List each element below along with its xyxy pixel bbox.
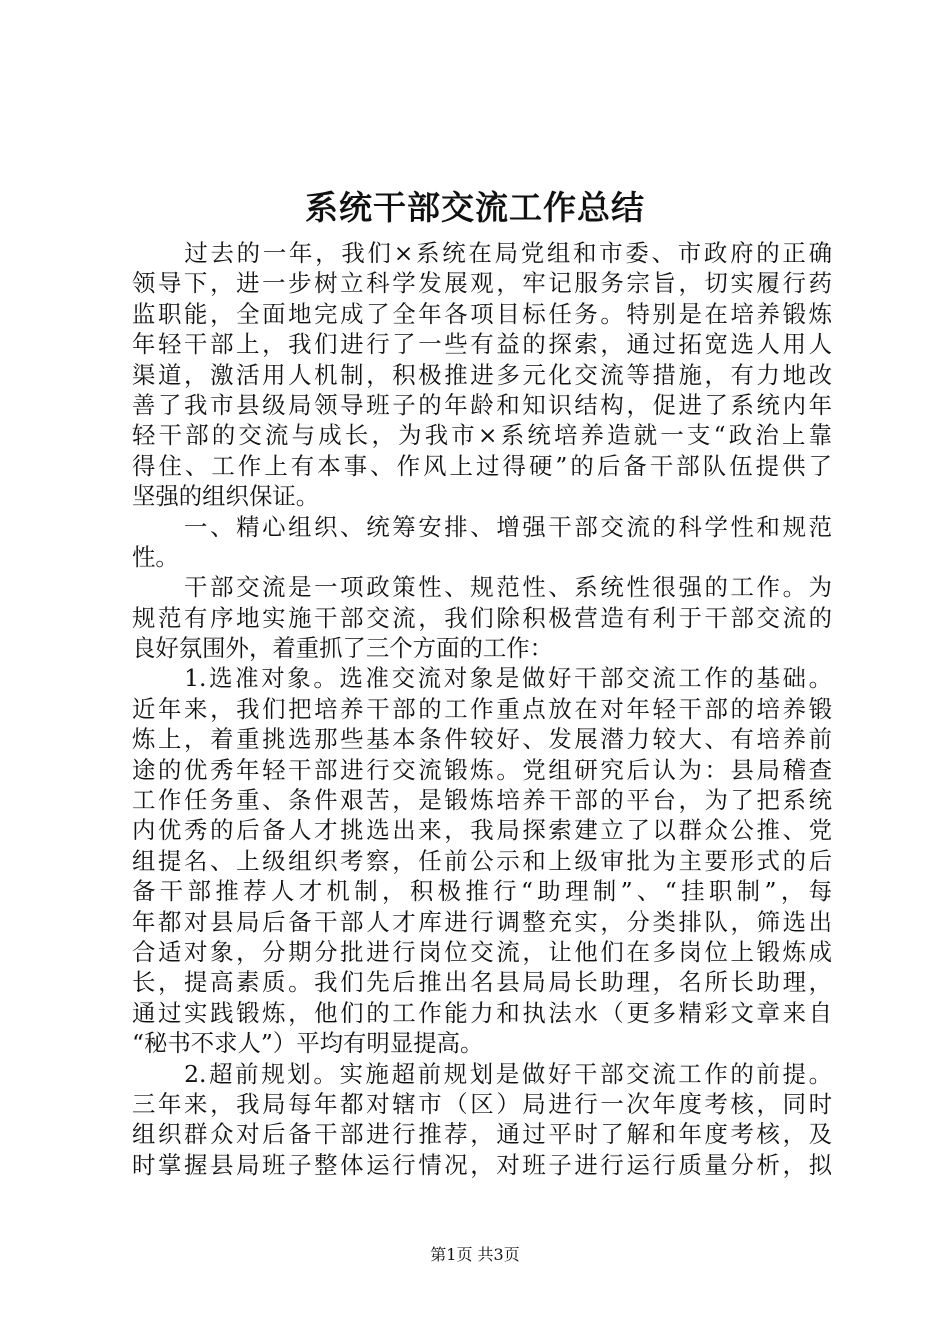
- body-text-line: 1.选准对象。选准交流对象是做好干部交流工作的基础。: [132, 664, 832, 693]
- body-text-line: 近年来，我们把培养干部的工作重点放在对年轻干部的培养锻: [132, 694, 832, 723]
- body-text-line: 监职能，全面地完成了全年各项目标任务。特别是在培养锻炼: [132, 299, 832, 328]
- body-text-line: 内优秀的后备人才挑选出来，我局探索建立了以群众公推、党: [132, 816, 832, 845]
- body-text-line: 途的优秀年轻干部进行交流锻炼。党组研究后认为：县局稽查: [132, 755, 832, 784]
- body-text-line: 良好氛围外，着重抓了三个方面的工作：: [132, 634, 554, 663]
- document-body: [132, 238, 832, 1180]
- body-text-line: 领导下，进一步树立科学发展观，牢记服务宗旨，切实履行药: [132, 269, 832, 298]
- body-text-line: 长，提高素质。我们先后推出名县局局长助理，名所长助理，: [132, 968, 832, 997]
- body-text-line: 渠道，激活用人机制，积极推进多元化交流等措施，有力地改: [132, 360, 832, 389]
- body-text-line: 善了我市县级局领导班子的年龄和知识结构，促进了系统内年: [132, 390, 832, 419]
- body-text-line: 年轻干部上，我们进行了一些有益的探索，通过拓宽选人用人: [132, 330, 832, 359]
- page-footer: 第1页 共3页: [430, 1245, 520, 1264]
- body-text-line: 组织群众对后备干部进行推荐，通过平时了解和年度考核，及: [132, 1120, 832, 1149]
- body-text-line: 炼上，着重挑选那些基本条件较好、发展潜力较大、有培养前: [132, 725, 832, 754]
- body-text-line: 性。: [132, 542, 179, 571]
- body-text-line: 年都对县局后备干部人才库进行调整充实，分类排队，筛选出: [132, 907, 832, 936]
- body-text-line: 一、精心组织、统筹安排、增强干部交流的科学性和规范: [132, 512, 832, 541]
- body-text-line: 合适对象，分期分批进行岗位交流，让他们在多岗位上锻炼成: [132, 937, 832, 966]
- body-text-line: 规范有序地实施干部交流，我们除积极营造有利于干部交流的: [132, 603, 832, 632]
- body-text-line: 时掌握县局班子整体运行情况，对班子进行运行质量分析，拟: [132, 1150, 832, 1179]
- body-text-line: 工作任务重、条件艰苦，是锻炼培养干部的平台，为了把系统: [132, 786, 832, 815]
- body-text-line: 过去的一年，我们×系统在局党组和市委、市政府的正确: [132, 239, 832, 267]
- body-text-line: 三年来，我局每年都对辖市（区）局进行一次年度考核，同时: [132, 1089, 832, 1118]
- body-text-line: 2.超前规划。实施超前规划是做好干部交流工作的前提。: [132, 1059, 832, 1088]
- body-text-line: 组提名、上级组织考察，任前公示和上级审批为主要形式的后: [132, 846, 832, 875]
- body-text-line: 得住、工作上有本事、作风上过得硬”的后备干部队伍提供了: [132, 451, 832, 480]
- body-text-line: 轻干部的交流与成长，为我市×系统培养造就一支“政治上靠: [132, 421, 832, 450]
- body-text-line: 干部交流是一项政策性、规范性、系统性很强的工作。为: [132, 573, 832, 602]
- document-title: 系统干部交流工作总结: [305, 188, 645, 227]
- body-text-line: 通过实践锻炼，他们的工作能力和执法水（更多精彩文章来自: [132, 998, 832, 1027]
- body-text-line: “秘书不求人”）平均有明显提高。: [132, 1029, 484, 1058]
- body-text-line: 坚强的组织保证。: [132, 482, 320, 511]
- body-text-line: 备干部推荐人才机制，积极推行“助理制”、“挂职制”，每: [132, 877, 832, 906]
